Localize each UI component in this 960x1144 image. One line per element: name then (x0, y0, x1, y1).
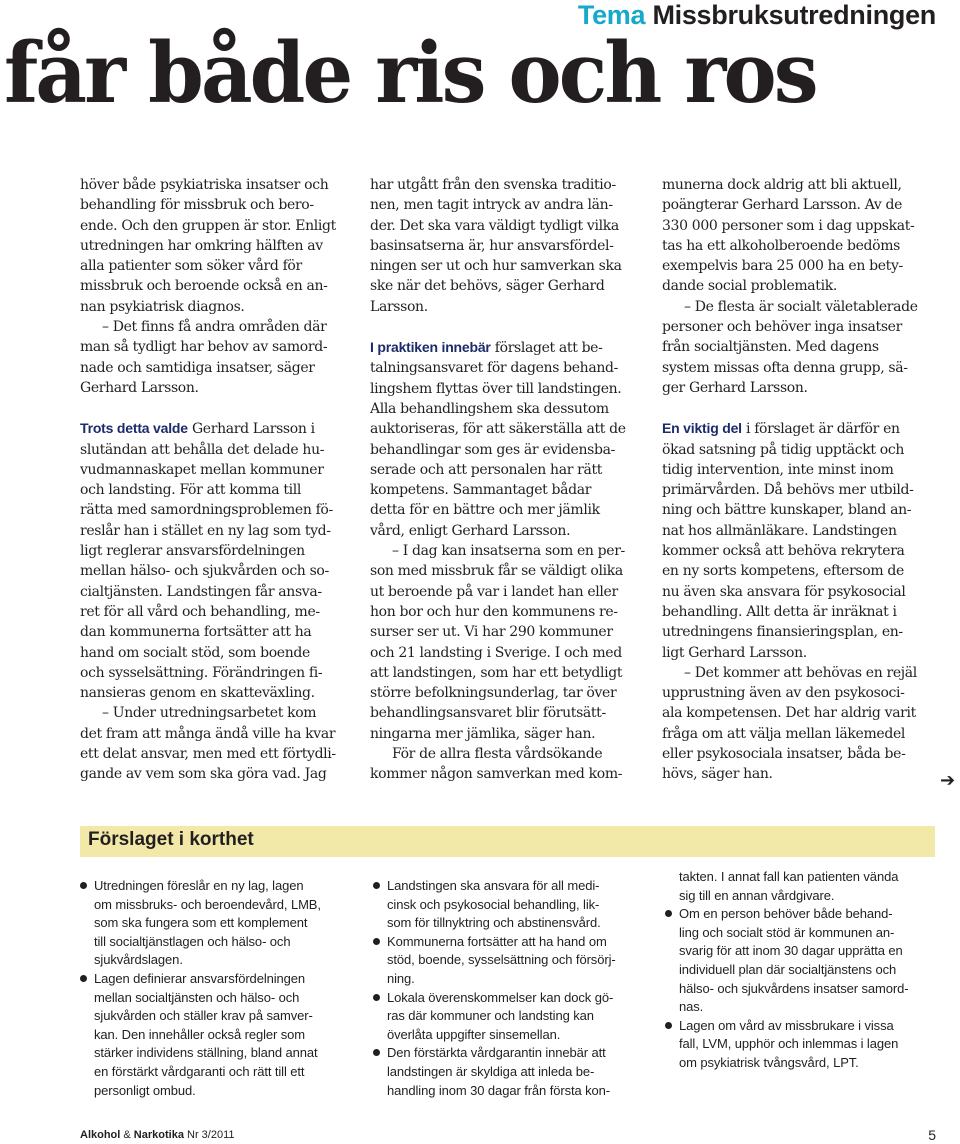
line-text: förslaget att be- (490, 340, 603, 357)
article-line (662, 440, 932, 460)
line-text: ett delat ansvar, men med ett förtydli- (80, 746, 336, 763)
article-line (370, 195, 640, 215)
article-line (80, 236, 350, 256)
article-line (80, 276, 350, 296)
article-line (662, 175, 932, 195)
line-text: basinsatserna är, hur ansvarsfördel- (370, 237, 614, 254)
article-line (80, 195, 350, 215)
fact-box-line: nas. (679, 999, 704, 1015)
article-line (80, 317, 350, 337)
line-text: hand om socialt stöd, som boende (80, 644, 310, 661)
line-text: ret för all vård och behandling, me- (80, 603, 320, 620)
line-text: ende. Och den gruppen är stor. Enligt (80, 217, 336, 234)
line-text: gande av vem som ska göra vad. Jag (80, 766, 327, 783)
bullet-icon (373, 938, 380, 945)
fact-box-item (373, 933, 643, 989)
fact-box-line: en förstärkt vårdgaranti och rätt till ett (94, 1063, 305, 1079)
bullet-icon (665, 1022, 672, 1029)
page-number: 5 (928, 1127, 936, 1143)
line-text: utredningens finansieringsplan, en- (662, 624, 903, 641)
fact-box-item (665, 905, 935, 1017)
line-text: – Under utredningsarbetet kom (102, 705, 317, 722)
article-line (80, 521, 350, 541)
article-line (370, 236, 640, 256)
line-text: behandlingar som ges är evidensba- (370, 441, 615, 458)
article-line (370, 276, 640, 296)
fact-box-line: ling och socialt stöd är kommunen an- (679, 924, 895, 940)
fact-box-line: svarig för att inom 30 dagar upprätta en (679, 943, 903, 959)
section-title: Missbruksutredningen (652, 0, 936, 30)
article-line (662, 337, 932, 357)
article-line (662, 195, 932, 215)
lead-in: En viktig del (662, 420, 742, 437)
line-text: hövs, säger han. (662, 766, 773, 783)
line-text: – Det finns få andra områden där (102, 319, 327, 336)
article-line (662, 418, 932, 439)
line-text: en ny sorts kompetens, eftersom de (662, 563, 904, 580)
line-text: dande social problematik. (662, 278, 837, 295)
line-text: lingshem flyttas över till landstingen. (370, 380, 622, 397)
article-line (80, 256, 350, 276)
line-text: det fram att många ändå ville ha kvar (80, 725, 336, 742)
line-text: ut beroende på var i landet han eller (370, 583, 618, 600)
article-line (80, 602, 350, 622)
fact-box-item (665, 1017, 935, 1073)
fact-box-header (80, 826, 935, 857)
fact-box-line: stöd, boende, sysselsättning och försörj- (387, 952, 616, 968)
bullet-icon (373, 994, 380, 1001)
line-text: i förslaget är därför en (741, 421, 900, 438)
issue-number: Nr 3/2011 (183, 1129, 235, 1141)
fact-box-line: fall, LVM, upphör och inlemmas i lagen (679, 1036, 899, 1052)
fact-box-line: ras där kommuner och landsting kan (387, 1008, 594, 1024)
line-text: ligt Gerhard Larsson. (662, 644, 807, 661)
bullet-icon (665, 910, 672, 917)
line-text: exempelvis bara 25 000 ha en bety- (662, 258, 903, 275)
article-line (370, 379, 640, 399)
paragraph-gap (662, 398, 932, 418)
line-text: munerna dock aldrig att bli aktuell, (662, 177, 902, 193)
bullet-icon (373, 882, 380, 889)
article-line (662, 561, 932, 581)
paragraph-gap (80, 398, 350, 418)
article-column-2 (370, 175, 640, 785)
line-text: nan psykiatrisk diagnos. (80, 298, 245, 315)
fact-box-line: hälso- och sjukvårdens insatser samord- (679, 980, 909, 996)
article-line (370, 500, 640, 520)
line-text: höver både psykiatriska insatser och (80, 177, 329, 193)
magazine-name-a: Alkohol (80, 1129, 121, 1141)
line-text: ning och bättre kunskaper, bland an- (662, 502, 912, 519)
article-line (80, 440, 350, 460)
line-text: behandling. Allt detta är inräknat i (662, 603, 897, 620)
line-text: hon bor och hur den kommunens re- (370, 603, 618, 620)
fact-box-line: takten. I annat fall kan patienten vända (679, 869, 899, 884)
line-text: kommer någon samverkan med kom- (370, 766, 623, 783)
paragraph-gap (370, 317, 640, 337)
line-text: – De flesta är socialt väletablerade (684, 298, 918, 315)
line-text: son med missbruk får se väldigt olika (370, 563, 623, 580)
article-line (662, 602, 932, 622)
article-line (80, 663, 350, 683)
magazine-name-b: Narkotika (133, 1129, 184, 1141)
article-column-1 (80, 175, 350, 785)
line-text: från socialtjänsten. Med dagens (662, 339, 879, 356)
article-line (370, 521, 640, 541)
section-label: Tema (577, 0, 646, 30)
article-line (662, 663, 932, 683)
lead-in: I praktiken innebär (370, 339, 491, 356)
fact-box-line: överlåta uppgifter sinsemellan. (387, 1026, 561, 1042)
article-line (662, 378, 932, 398)
fact-box-line: cinsk och psykosocial behandling, lik- (387, 896, 600, 912)
fact-box-column-1 (80, 877, 350, 1100)
article-line (370, 256, 640, 276)
article-line (370, 440, 640, 460)
fact-box-item (80, 970, 350, 1100)
article-line (662, 683, 932, 703)
line-text: Alla behandlingshem ska dessutom (370, 400, 609, 417)
line-text: reslår han i stället en ny lag som tyd- (80, 522, 331, 539)
line-text: – I dag kan insatserna som en per- (392, 543, 625, 560)
fact-box-line: till socialtjänstlagen och hälso- och (94, 933, 291, 949)
article-line (80, 297, 350, 317)
line-text: cialtjänsten. Landstingen får ansva- (80, 583, 322, 600)
line-text: har utgått från den svenska traditio- (370, 177, 616, 193)
article-line (370, 703, 640, 723)
line-text: ningarna mer jämlika, säger han. (370, 725, 596, 742)
line-text: tidig intervention, inte minst inom (662, 461, 894, 478)
article-line (370, 683, 640, 703)
line-text: kompetens. Sammantaget bådar (370, 482, 592, 499)
bullet-icon (80, 882, 87, 889)
line-text: man så tydligt har behov av samord- (80, 339, 328, 356)
line-text: nen, men tagit intryck av andra län- (370, 197, 613, 214)
line-text: alla patienter som söker vård för (80, 258, 302, 275)
line-text: kommer också att behöva rekrytera (662, 543, 905, 560)
article-line (370, 622, 640, 642)
article-line (662, 236, 932, 256)
headline: får både ris och ros (4, 24, 816, 122)
article-line (80, 764, 350, 784)
fact-box-line: om missbruks- och beroendevård, LMB, (94, 896, 321, 912)
article-line (80, 337, 350, 357)
article-line (370, 480, 640, 500)
fact-box-item (373, 989, 643, 1045)
line-text: auktoriseras, för att säkerställa att de (370, 421, 626, 438)
line-text: och sysselsättning. Förändringen fi- (80, 664, 323, 681)
line-text: ger Gerhard Larsson. (662, 379, 808, 396)
article-line (662, 521, 932, 541)
line-text: Larsson. (370, 298, 428, 315)
line-text: behandlingsansvaret blir förutsätt- (370, 705, 606, 722)
fact-box-line: som ska fungera som ett komplement (94, 915, 308, 931)
article-line (80, 744, 350, 764)
line-text: poängterar Gerhard Larsson. Av de (662, 197, 903, 214)
line-text: För de allra flesta vårdsökande (392, 746, 603, 763)
article-line (662, 276, 932, 296)
article-line (80, 683, 350, 703)
article-line (662, 541, 932, 561)
fact-box-continuation (665, 868, 935, 905)
fact-box-line: Kommunerna fortsätter att ha hand om (387, 933, 607, 949)
line-text: att landstingen, som har ett betydligt (370, 664, 623, 681)
line-text: ningen ser ut och hur samverkan ska (370, 258, 622, 275)
line-text: missbruk och beroende också en an- (80, 278, 328, 295)
article-line (80, 561, 350, 581)
article-line (662, 744, 932, 764)
line-text: och landsting. För att komma till (80, 482, 302, 499)
article-line (370, 297, 640, 317)
fact-box-title: Förslaget i korthet (88, 829, 254, 850)
arrow-right-icon: ➔ (940, 770, 956, 791)
fact-box-line: sjukvårdslagen. (94, 952, 183, 968)
fact-box-line: kan. Den innehåller också regler som (94, 1026, 306, 1042)
line-text: vudmannaskapet mellan kommuner (80, 461, 324, 478)
bullet-icon (373, 1049, 380, 1056)
line-text: fråga om att välja mellan läkemedel (662, 725, 906, 742)
article-column-3 (662, 175, 932, 785)
article-line (80, 378, 350, 398)
magazine-amp: & (120, 1129, 134, 1141)
article-line (370, 460, 640, 480)
article-line (80, 418, 350, 439)
fact-box-item (373, 877, 643, 933)
article-line (80, 500, 350, 520)
line-text: vård, enligt Gerhard Larsson. (370, 522, 571, 539)
article-line (370, 724, 640, 744)
line-text: rätta med samordningsproblemen fö- (80, 502, 333, 519)
line-text: nu även ska ansvara för psykosocial (662, 583, 906, 600)
article-line (370, 399, 640, 419)
line-text: detta för en bättre och mer jämlik (370, 502, 600, 519)
line-text: primärvården. Då behövs mer utbild- (662, 482, 914, 499)
line-text: mellan hälso- och sjukvården och so- (80, 563, 329, 580)
fact-box-line: sig till en annan vårdgivare. (679, 887, 835, 903)
article-line (370, 744, 640, 764)
footer (80, 1129, 235, 1141)
fact-box-line: landstingen är skyldiga att inleda be- (387, 1063, 595, 1079)
fact-box-line: Lokala överenskommelser kan dock gö- (387, 989, 614, 1005)
fact-box-line: Lagen definierar ansvarsfördelningen (94, 970, 306, 986)
article-line (370, 582, 640, 602)
line-text: tas ha ett alkoholberoende bedöms (662, 237, 900, 254)
article-line (80, 724, 350, 744)
fact-box-line: personligt ombud. (94, 1082, 196, 1098)
fact-box-item (373, 1044, 643, 1100)
fact-box-item (80, 877, 350, 970)
article-line (80, 643, 350, 663)
article-line (662, 764, 932, 784)
fact-box-line: Lagen om vård av missbrukare i vissa (679, 1017, 894, 1033)
article-line (370, 561, 640, 581)
article-line (662, 460, 932, 480)
fact-box-column-3-items (665, 905, 935, 1072)
fact-box-line: om psykiatrisk tvångsvård, LPT. (679, 1054, 859, 1070)
line-text: ske när det behövs, säger Gerhard (370, 278, 605, 295)
fact-box-line: handling inom 30 dagar från första kon- (387, 1082, 611, 1098)
article-line (80, 460, 350, 480)
line-text: system missas ofta denna grupp, sä- (662, 359, 908, 376)
line-text: dan kommunerna fortsätter att ha (80, 624, 312, 641)
bullet-icon (80, 975, 87, 982)
line-text: Gerhard Larsson i (187, 421, 315, 438)
line-text: serade och att personalen har rätt (370, 461, 603, 478)
article-line (80, 703, 350, 723)
fact-box-column-3 (665, 868, 935, 1073)
line-text: der. Det ska vara väldigt tydligt vilka (370, 217, 619, 234)
line-text: och 21 landsting i Sverige. I och med (370, 644, 622, 661)
fact-box-line: Utredningen föreslår en ny lag, lagen (94, 878, 304, 893)
article-line (662, 256, 932, 276)
article-line (80, 175, 350, 195)
line-text: utredningen har omkring hälften av (80, 237, 323, 254)
article-line (370, 419, 640, 439)
article-line (370, 358, 640, 378)
line-text: ökad satsning på tidig upptäckt och (662, 441, 904, 458)
article-line (370, 216, 640, 236)
line-text: talningsansvaret för dagens behand- (370, 360, 618, 377)
article-line (662, 500, 932, 520)
line-text: – Det kommer att behövas en rejäl (684, 664, 917, 681)
line-text: 330 000 personer som i dag uppskat- (662, 217, 915, 234)
fact-box-column-2 (373, 877, 643, 1100)
line-text: ligt reglerar ansvarsfördelningen (80, 543, 305, 560)
line-text: större befolkningsunderlag, tar över (370, 685, 617, 702)
article-line (80, 541, 350, 561)
lead-in: Trots detta valde (80, 420, 188, 437)
article-line (370, 663, 640, 683)
fact-box-line: individuell plan där socialtjänstens och (679, 961, 897, 977)
fact-box-line: ning. (387, 970, 415, 986)
article-line (662, 724, 932, 744)
fact-box-line: Landstingen ska ansvara för all medi- (387, 878, 600, 893)
fact-box-line: Om en person behöver både behand- (679, 906, 893, 922)
article-line (80, 622, 350, 642)
article-line (80, 582, 350, 602)
line-text: ala kompetensen. Det har aldrig varit (662, 705, 916, 722)
article-line (662, 216, 932, 236)
line-text: nat hos allmänläkare. Landstingen (662, 522, 897, 539)
line-text: surser ser ut. Vi har 290 kommuner (370, 624, 613, 641)
line-text: slutändan att behålla det delade hu- (80, 441, 325, 458)
line-text: Gerhard Larsson. (80, 379, 199, 396)
article-line (370, 602, 640, 622)
fact-box-line: som för tillnyktring och abstinensvård. (387, 915, 601, 931)
line-text: personer och behöver inga insatser (662, 319, 902, 336)
article-line (370, 175, 640, 195)
fact-box-line: sjukvården och ställer krav på samver- (94, 1008, 313, 1024)
article-line (662, 643, 932, 663)
line-text: upprustning även av den psykosoci- (662, 685, 905, 702)
fact-box-line: mellan socialtjänsten och hälso- och (94, 989, 300, 1005)
article-line (662, 358, 932, 378)
article-line (80, 358, 350, 378)
article-line (80, 216, 350, 236)
article-line (662, 703, 932, 723)
article-line (370, 643, 640, 663)
article-line (662, 297, 932, 317)
article-line (662, 480, 932, 500)
article-line (662, 582, 932, 602)
fact-box-line: Den förstärkta vårdgarantin innebär att (387, 1045, 606, 1061)
article-line (662, 317, 932, 337)
line-text: behandling för missbruk och bero- (80, 197, 314, 214)
article-line (662, 622, 932, 642)
article-line (370, 541, 640, 561)
fact-box-line: stärker individens ställning, bland annat (94, 1045, 318, 1061)
article-line (80, 480, 350, 500)
article-line (370, 337, 640, 358)
line-text: nansieras genom en skatteväxling. (80, 685, 315, 702)
line-text: eller psykosociala insatser, båda be- (662, 746, 906, 763)
line-text: nade och samtidiga insatser, säger (80, 359, 315, 376)
article-line (370, 764, 640, 784)
